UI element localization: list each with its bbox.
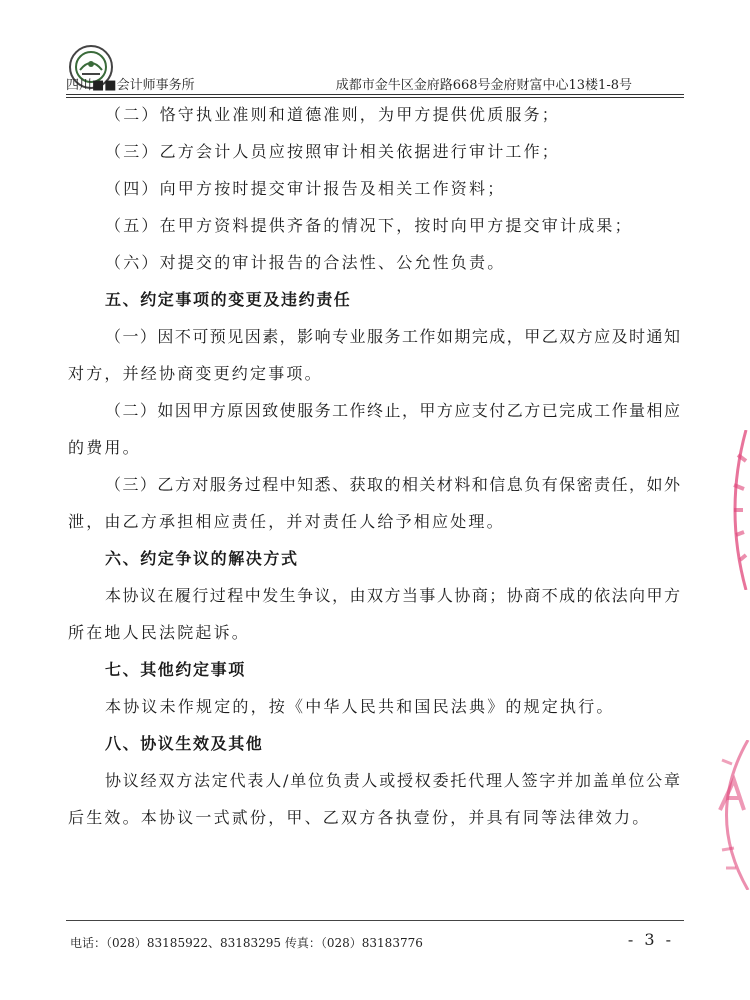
- paragraph-line: （二）恪守执业准则和道德准则，为甲方提供优质服务；: [105, 105, 561, 124]
- section-heading: 五、约定事项的变更及违约责任: [105, 290, 352, 309]
- paragraph-line: （三）乙方会计人员应按照审计相关依据进行审计工作；: [105, 142, 561, 161]
- footer-divider: [66, 920, 684, 921]
- paragraph-line: （五）在甲方资料提供齐备的情况下，按时向甲方提交审计成果；: [105, 216, 633, 235]
- section-heading: 八、协议生效及其他: [105, 734, 264, 753]
- paragraph-line: （四）向甲方按时提交审计报告及相关工作资料；: [105, 179, 506, 198]
- paragraph-line: （三）乙方对服务过程中知悉、获取的相关材料和信息负有保密责任，如外: [105, 475, 680, 494]
- paragraph-line: 泄，由乙方承担相应责任，并对责任人给予相应处理。: [68, 512, 505, 531]
- document-body: [68, 96, 680, 836]
- paragraph-line: （六）对提交的审计报告的合法性、公允性负责。: [105, 253, 506, 272]
- paragraph-line: （一）因不可预见因素，影响专业服务工作如期完成，甲乙双方应及时通知: [105, 327, 680, 346]
- section-heading: 七、其他约定事项: [105, 660, 246, 679]
- paragraph-line: 的费用。: [68, 438, 141, 457]
- header-address: 成都市金牛区金府路668号金府财富中心13楼1-8号: [335, 78, 632, 93]
- paragraph-line: 本协议在履行过程中发生争议，由双方当事人协商；协商不成的依法向甲方: [105, 586, 680, 605]
- header-divider: [66, 94, 684, 95]
- paragraph-line: 对方，并经协商变更约定事项。: [68, 364, 323, 383]
- paragraph-line: 本协议未作规定的，按《中华人民共和国民法典》的规定执行。: [105, 697, 615, 716]
- paragraph-line: （二）如因甲方原因致使服务工作终止，甲方应支付乙方已完成工作量相应: [105, 401, 680, 420]
- section-heading: 六、约定争议的解决方式: [105, 549, 299, 568]
- paragraph-line: 协议经双方法定代表人/单位负责人或授权委托代理人签字并加盖单位公章: [105, 771, 680, 790]
- paragraph-line: 后生效。本协议一式贰份，甲、乙双方各执壹份，并具有同等法律效力。: [68, 808, 651, 827]
- red-seal-partial-bottom: [700, 740, 750, 890]
- page-number: - 3 -: [627, 930, 674, 949]
- header-firm-name: 四川■■会计师事务所: [66, 78, 195, 93]
- paragraph-line: 所在地人民法院起诉。: [68, 623, 251, 642]
- footer-contact: 电话：（028）83185922、83183295 传真：（028）83183776: [70, 936, 423, 950]
- red-seal-partial-right: [716, 430, 750, 590]
